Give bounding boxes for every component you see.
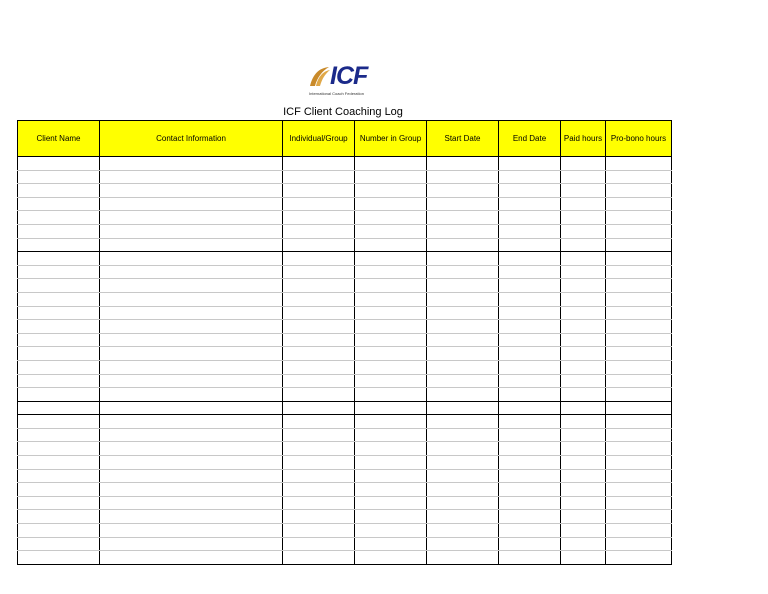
col-pro-bono-hours: Pro-bono hours <box>606 121 672 157</box>
table-cell[interactable] <box>100 469 283 483</box>
table-cell[interactable] <box>100 483 283 497</box>
table-cell[interactable] <box>499 238 561 252</box>
table-cell[interactable] <box>427 238 499 252</box>
col-paid-hours: Paid hours <box>561 121 606 157</box>
table-row <box>18 483 672 497</box>
table-cell[interactable] <box>355 320 427 334</box>
table-cell[interactable] <box>499 524 561 538</box>
table-cell[interactable] <box>606 415 672 429</box>
table-cell[interactable] <box>283 333 355 347</box>
table-cell[interactable] <box>18 551 100 565</box>
table-cell[interactable] <box>561 442 606 456</box>
table-cell[interactable] <box>355 224 427 238</box>
table-cell[interactable] <box>427 374 499 388</box>
table-cell[interactable] <box>606 360 672 374</box>
table-cell[interactable] <box>355 197 427 211</box>
table-cell[interactable] <box>561 510 606 524</box>
table-cell[interactable] <box>606 442 672 456</box>
table-row <box>18 184 672 198</box>
table-cell[interactable] <box>100 333 283 347</box>
table-cell[interactable] <box>427 170 499 184</box>
table-row <box>18 197 672 211</box>
table-cell[interactable] <box>427 211 499 225</box>
table-cell[interactable] <box>561 360 606 374</box>
table-cell[interactable] <box>606 320 672 334</box>
table-cell[interactable] <box>606 265 672 279</box>
table-cell[interactable] <box>355 184 427 198</box>
table-cell[interactable] <box>18 306 100 320</box>
table-cell[interactable] <box>561 401 606 415</box>
table-row <box>18 360 672 374</box>
table-cell[interactable] <box>561 347 606 361</box>
table-cell[interactable] <box>561 374 606 388</box>
table-cell[interactable] <box>499 184 561 198</box>
table-cell[interactable] <box>355 388 427 402</box>
table-cell[interactable] <box>283 374 355 388</box>
table-cell[interactable] <box>499 211 561 225</box>
table-row <box>18 401 672 415</box>
table-cell[interactable] <box>18 157 100 171</box>
table-cell[interactable] <box>606 224 672 238</box>
table-cell[interactable] <box>561 415 606 429</box>
table-cell[interactable] <box>283 551 355 565</box>
col-number-in-group: Number in Group <box>355 121 427 157</box>
table-cell[interactable] <box>283 483 355 497</box>
table-cell[interactable] <box>355 306 427 320</box>
table-cell[interactable] <box>18 483 100 497</box>
table-cell[interactable] <box>18 524 100 538</box>
table-cell[interactable] <box>561 388 606 402</box>
table-cell[interactable] <box>427 157 499 171</box>
table-cell[interactable] <box>18 265 100 279</box>
table-cell[interactable] <box>427 224 499 238</box>
table-cell[interactable] <box>355 483 427 497</box>
table-cell[interactable] <box>283 510 355 524</box>
table-cell[interactable] <box>18 428 100 442</box>
table-cell[interactable] <box>499 388 561 402</box>
table-cell[interactable] <box>499 320 561 334</box>
table-cell[interactable] <box>283 265 355 279</box>
table-cell[interactable] <box>499 170 561 184</box>
table-cell[interactable] <box>100 157 283 171</box>
table-cell[interactable] <box>606 157 672 171</box>
table-cell[interactable] <box>499 551 561 565</box>
table-cell[interactable] <box>606 401 672 415</box>
table-cell[interactable] <box>283 415 355 429</box>
table-cell[interactable] <box>355 496 427 510</box>
table-cell[interactable] <box>355 157 427 171</box>
table-cell[interactable] <box>561 170 606 184</box>
table-cell[interactable] <box>18 252 100 266</box>
table-row <box>18 320 672 334</box>
table-cell[interactable] <box>427 551 499 565</box>
table-cell[interactable] <box>18 197 100 211</box>
table-row <box>18 170 672 184</box>
table-cell[interactable] <box>499 224 561 238</box>
table-row <box>18 238 672 252</box>
table-cell[interactable] <box>355 265 427 279</box>
table-cell[interactable] <box>355 211 427 225</box>
table-cell[interactable] <box>355 456 427 470</box>
table-cell[interactable] <box>499 306 561 320</box>
table-cell[interactable] <box>427 483 499 497</box>
table-cell[interactable] <box>283 496 355 510</box>
table-row <box>18 279 672 293</box>
table-cell[interactable] <box>100 428 283 442</box>
table-cell[interactable] <box>283 524 355 538</box>
table-cell[interactable] <box>499 510 561 524</box>
table-cell[interactable] <box>561 496 606 510</box>
table-cell[interactable] <box>355 442 427 456</box>
table-cell[interactable] <box>283 252 355 266</box>
table-cell[interactable] <box>355 252 427 266</box>
table-cell[interactable] <box>561 157 606 171</box>
table-cell[interactable] <box>18 510 100 524</box>
table-cell[interactable] <box>355 238 427 252</box>
table-cell[interactable] <box>100 374 283 388</box>
table-cell[interactable] <box>427 469 499 483</box>
table-cell[interactable] <box>427 279 499 293</box>
table-cell[interactable] <box>561 428 606 442</box>
table-cell[interactable] <box>606 551 672 565</box>
logo-wordmark: ICF <box>330 62 368 90</box>
table-cell[interactable] <box>499 360 561 374</box>
table-cell[interactable] <box>283 170 355 184</box>
table-cell[interactable] <box>283 442 355 456</box>
table-row <box>18 211 672 225</box>
table-cell[interactable] <box>499 292 561 306</box>
table-cell[interactable] <box>18 360 100 374</box>
table-cell[interactable] <box>606 252 672 266</box>
table-cell[interactable] <box>355 415 427 429</box>
col-end-date: End Date <box>499 121 561 157</box>
table-cell[interactable] <box>18 415 100 429</box>
table-cell[interactable] <box>18 401 100 415</box>
table-cell[interactable] <box>499 469 561 483</box>
table-cell[interactable] <box>561 184 606 198</box>
table-cell[interactable] <box>18 347 100 361</box>
table-cell[interactable] <box>561 265 606 279</box>
icf-swoosh-icon <box>307 66 331 88</box>
table-cell[interactable] <box>283 224 355 238</box>
table-cell[interactable] <box>355 510 427 524</box>
table-cell[interactable] <box>606 388 672 402</box>
table-cell[interactable] <box>561 483 606 497</box>
table-cell[interactable] <box>283 157 355 171</box>
table-cell[interactable] <box>355 360 427 374</box>
table-cell[interactable] <box>100 415 283 429</box>
table-cell[interactable] <box>100 170 283 184</box>
table-cell[interactable] <box>561 252 606 266</box>
table-cell[interactable] <box>499 456 561 470</box>
table-row <box>18 306 672 320</box>
table-cell[interactable] <box>283 537 355 551</box>
table-cell[interactable] <box>18 170 100 184</box>
table-cell[interactable] <box>427 388 499 402</box>
table-cell[interactable] <box>283 320 355 334</box>
table-cell[interactable] <box>499 197 561 211</box>
table-cell[interactable] <box>561 292 606 306</box>
table-cell[interactable] <box>427 524 499 538</box>
table-row <box>18 388 672 402</box>
table-cell[interactable] <box>283 306 355 320</box>
table-cell[interactable] <box>561 224 606 238</box>
table-cell[interactable] <box>427 292 499 306</box>
table-cell[interactable] <box>561 279 606 293</box>
table-cell[interactable] <box>18 456 100 470</box>
table-cell[interactable] <box>606 374 672 388</box>
table-row <box>18 415 672 429</box>
header-row <box>18 121 672 157</box>
table-cell[interactable] <box>18 320 100 334</box>
table-cell[interactable] <box>427 306 499 320</box>
table-cell[interactable] <box>100 211 283 225</box>
table-cell[interactable] <box>427 537 499 551</box>
table-cell[interactable] <box>355 333 427 347</box>
table-cell[interactable] <box>427 360 499 374</box>
table-cell[interactable] <box>561 238 606 252</box>
table-row <box>18 292 672 306</box>
table-cell[interactable] <box>606 524 672 538</box>
table-row <box>18 456 672 470</box>
table-cell[interactable] <box>427 428 499 442</box>
table-row <box>18 428 672 442</box>
table-cell[interactable] <box>100 388 283 402</box>
table-cell[interactable] <box>355 292 427 306</box>
table-cell[interactable] <box>18 224 100 238</box>
table-cell[interactable] <box>283 238 355 252</box>
table-row <box>18 224 672 238</box>
table-cell[interactable] <box>283 469 355 483</box>
table-cell[interactable] <box>606 428 672 442</box>
table-cell[interactable] <box>561 524 606 538</box>
table-cell[interactable] <box>18 211 100 225</box>
table-cell[interactable] <box>606 279 672 293</box>
table-cell[interactable] <box>100 456 283 470</box>
table-cell[interactable] <box>606 469 672 483</box>
table-cell[interactable] <box>283 360 355 374</box>
table-cell[interactable] <box>561 211 606 225</box>
table-cell[interactable] <box>100 524 283 538</box>
table-row <box>18 510 672 524</box>
table-cell[interactable] <box>606 292 672 306</box>
table-cell[interactable] <box>18 496 100 510</box>
table-row <box>18 374 672 388</box>
table-cell[interactable] <box>606 238 672 252</box>
icf-logo <box>307 62 383 98</box>
table-cell[interactable] <box>561 320 606 334</box>
table-cell[interactable] <box>355 551 427 565</box>
table-cell[interactable] <box>355 428 427 442</box>
table-cell[interactable] <box>100 184 283 198</box>
table-cell[interactable] <box>606 333 672 347</box>
table-cell[interactable] <box>606 197 672 211</box>
table-cell[interactable] <box>606 347 672 361</box>
table-cell[interactable] <box>18 442 100 456</box>
table-cell[interactable] <box>499 279 561 293</box>
table-cell[interactable] <box>355 401 427 415</box>
table-cell[interactable] <box>606 184 672 198</box>
table-cell[interactable] <box>427 415 499 429</box>
table-cell[interactable] <box>561 197 606 211</box>
table-row <box>18 252 672 266</box>
table-cell[interactable] <box>427 496 499 510</box>
table-cell[interactable] <box>427 401 499 415</box>
table-cell[interactable] <box>100 265 283 279</box>
table-cell[interactable] <box>427 197 499 211</box>
table-cell[interactable] <box>283 456 355 470</box>
table-cell[interactable] <box>100 238 283 252</box>
table-row <box>18 496 672 510</box>
table-cell[interactable] <box>499 401 561 415</box>
table-cell[interactable] <box>561 551 606 565</box>
table-cell[interactable] <box>283 388 355 402</box>
table-cell[interactable] <box>100 537 283 551</box>
table-cell[interactable] <box>355 347 427 361</box>
table-cell[interactable] <box>606 510 672 524</box>
table-cell[interactable] <box>100 197 283 211</box>
table-cell[interactable] <box>283 401 355 415</box>
table-cell[interactable] <box>18 469 100 483</box>
table-cell[interactable] <box>100 360 283 374</box>
table-row <box>18 469 672 483</box>
table-cell[interactable] <box>283 428 355 442</box>
table-row <box>18 537 672 551</box>
table-cell[interactable] <box>606 306 672 320</box>
table-cell[interactable] <box>355 279 427 293</box>
table-cell[interactable] <box>100 510 283 524</box>
table-row <box>18 524 672 538</box>
table-cell[interactable] <box>499 347 561 361</box>
table-row <box>18 333 672 347</box>
table-cell[interactable] <box>499 442 561 456</box>
table-cell[interactable] <box>606 537 672 551</box>
table-row <box>18 265 672 279</box>
page-title: ICF Client Coaching Log <box>283 106 403 118</box>
table-cell[interactable] <box>18 374 100 388</box>
table-cell[interactable] <box>427 510 499 524</box>
table-cell[interactable] <box>499 428 561 442</box>
table-cell[interactable] <box>606 483 672 497</box>
table-cell[interactable] <box>499 252 561 266</box>
table-cell[interactable] <box>355 537 427 551</box>
table-cell[interactable] <box>100 442 283 456</box>
table-cell[interactable] <box>561 333 606 347</box>
table-cell[interactable] <box>283 347 355 361</box>
table-cell[interactable] <box>427 333 499 347</box>
table-cell[interactable] <box>606 170 672 184</box>
table-cell[interactable] <box>561 537 606 551</box>
table-cell[interactable] <box>499 415 561 429</box>
col-contact-information: Contact Information <box>100 121 283 157</box>
table-cell[interactable] <box>561 469 606 483</box>
table-cell[interactable] <box>100 279 283 293</box>
table-cell[interactable] <box>18 184 100 198</box>
table-cell[interactable] <box>100 306 283 320</box>
table-cell[interactable] <box>100 292 283 306</box>
table-cell[interactable] <box>606 496 672 510</box>
table-row <box>18 551 672 565</box>
table-cell[interactable] <box>100 551 283 565</box>
table-cell[interactable] <box>499 157 561 171</box>
table-cell[interactable] <box>606 456 672 470</box>
table-cell[interactable] <box>427 347 499 361</box>
table-cell[interactable] <box>499 496 561 510</box>
table-cell[interactable] <box>100 224 283 238</box>
table-cell[interactable] <box>100 401 283 415</box>
table-cell[interactable] <box>427 252 499 266</box>
table-cell[interactable] <box>499 333 561 347</box>
col-individual-group: Individual/Group <box>283 121 355 157</box>
table-cell[interactable] <box>283 184 355 198</box>
table-cell[interactable] <box>427 184 499 198</box>
table-cell[interactable] <box>283 279 355 293</box>
coaching-log-table <box>17 120 672 565</box>
table-cell[interactable] <box>427 456 499 470</box>
col-start-date: Start Date <box>427 121 499 157</box>
col-client-name: Client Name <box>18 121 100 157</box>
table-cell[interactable] <box>100 496 283 510</box>
table-cell[interactable] <box>427 265 499 279</box>
table-cell[interactable] <box>18 537 100 551</box>
table-cell[interactable] <box>427 442 499 456</box>
table-cell[interactable] <box>355 374 427 388</box>
table-cell[interactable] <box>100 252 283 266</box>
table-row <box>18 347 672 361</box>
table-cell[interactable] <box>427 320 499 334</box>
table-cell[interactable] <box>18 292 100 306</box>
table-cell[interactable] <box>18 388 100 402</box>
table-cell[interactable] <box>499 265 561 279</box>
table-cell[interactable] <box>499 537 561 551</box>
table-cell[interactable] <box>18 238 100 252</box>
table-cell[interactable] <box>100 320 283 334</box>
table-cell[interactable] <box>499 483 561 497</box>
table-cell[interactable] <box>283 292 355 306</box>
logo-tagline: International Coach Federation <box>309 91 364 96</box>
table-cell[interactable] <box>18 333 100 347</box>
table-row <box>18 442 672 456</box>
table-cell[interactable] <box>283 197 355 211</box>
table-cell[interactable] <box>355 524 427 538</box>
table-cell[interactable] <box>355 170 427 184</box>
table-cell[interactable] <box>355 469 427 483</box>
table-cell[interactable] <box>561 456 606 470</box>
table-cell[interactable] <box>606 211 672 225</box>
table-cell[interactable] <box>18 279 100 293</box>
table-cell[interactable] <box>100 347 283 361</box>
table-cell[interactable] <box>499 374 561 388</box>
table-cell[interactable] <box>283 211 355 225</box>
table-cell[interactable] <box>561 306 606 320</box>
table-row <box>18 157 672 171</box>
